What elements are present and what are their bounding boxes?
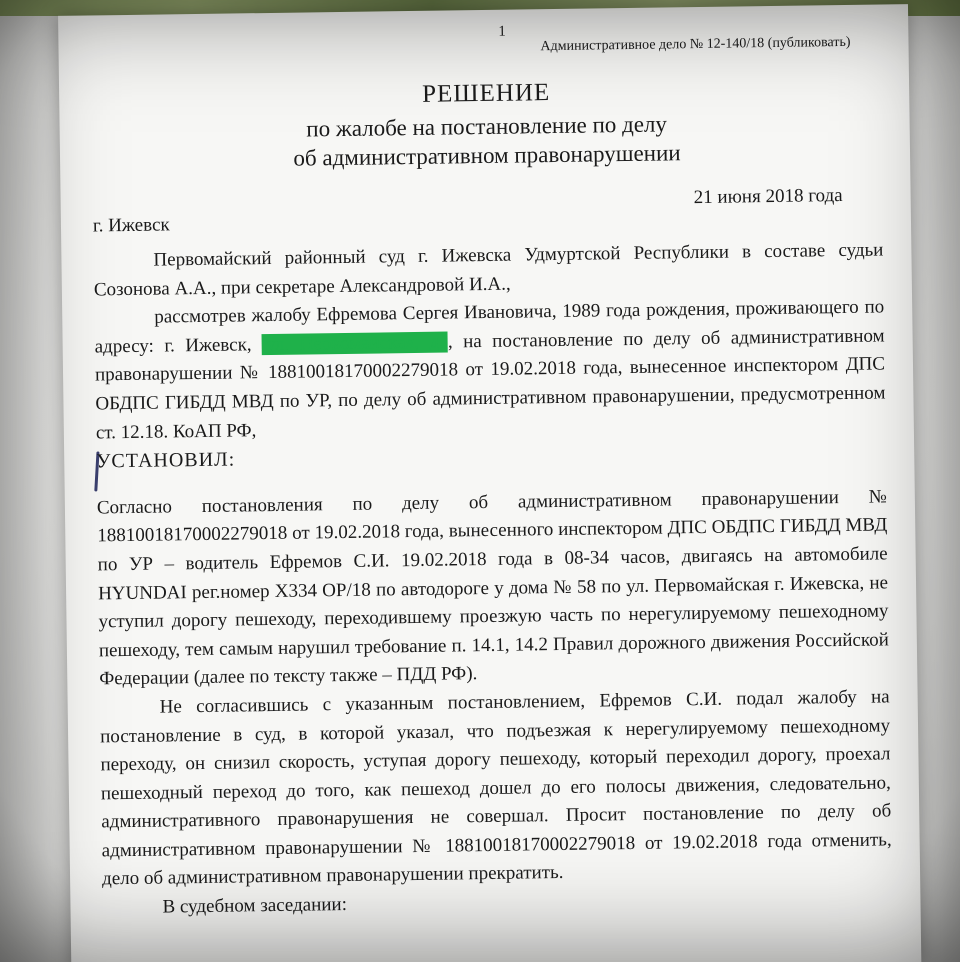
intro-text-end: , на постановление по делу об административном правонарушении № 18810018170002279018 от 19.02.2018 года, вынесенное инспектором ДПС ОБДПС ГИБДД МВД по УР, по делу об административном правонарушении, предусмотренном ст. 12.18. КоАП РФ, <box>94 325 886 444</box>
document-subtitle-line2: об административном правонарушении <box>293 140 681 171</box>
document-body <box>93 236 892 923</box>
intro-text-start: рассмотрев жалобу Ефремова Сергея Ивановича, 1989 года рождения, проживающего по адресу: г. Ижевск, <box>94 296 885 358</box>
intro-paragraph-court: Первомайский районный суд г. Ижевска Удмуртской Республики в составе судьи Созонова А.А., при секретаре Александровой И.А., <box>93 239 884 301</box>
redacted-address: ул. Первомайская, д. <box>262 331 448 355</box>
document-subtitle-line1: по жалобе на постановление по делу <box>306 111 668 142</box>
section-heading: УСТАНОВИЛ: <box>96 448 236 473</box>
document-title: РЕШЕНИЕ <box>421 79 551 108</box>
case-number: Административное дело № 12-140/18 (публиковать) <box>540 34 851 55</box>
body-paragraph-2: Не согласившись с указанным постановлением, Ефремов С.И. подал жалобу на постановление в суд, в которой указал, что подъезжая к нерегулируемому пешеходному переходу, он снизил скорость, уступая дорогу пешеходу, который переходил дорогу, проехал пешеходный переход до того, как пешеход дошел до его полосы движения, следовательно, административного правонарушения не совершал. Просит постановление по делу об административном правонарушении № 18810018170002279018 от 19.02.2018 года отменить, дело об административном правонарушении прекратить. <box>99 686 892 890</box>
body-paragraph-3: В судебном заседании: <box>162 894 348 918</box>
page-number: 1 <box>498 23 506 40</box>
intro-paragraph-complaint <box>94 294 886 448</box>
body-paragraph-1: Согласно постановления по делу об административном правонарушении № 18810018170002279018 от 19.02.2018 года, вынесенного инспектором ДПС ОБДПС ГИБДД МВД по УР – водитель Ефремов С.И. 19.02.2018 года в 08-34 часов, двигаясь на автомобиле HYUNDAI рег.номер Х334 ОР/18 по автодороге у дома № 58 по ул. Первомайская г. Ижевска, не уступил дорогу пешеходу, переходившему проезжую часть по нерегулируемому пешеходному пешеходу, тем самым нарушил требование п. 14.1, 14.2 Правил дорожного движения Российской Федерации (далее по тексту также – ПДД РФ). <box>96 486 889 690</box>
decision-date: 21 июня 2018 года <box>693 184 843 209</box>
decision-city: г. Ижевск <box>92 214 170 237</box>
paper-page <box>58 4 921 962</box>
